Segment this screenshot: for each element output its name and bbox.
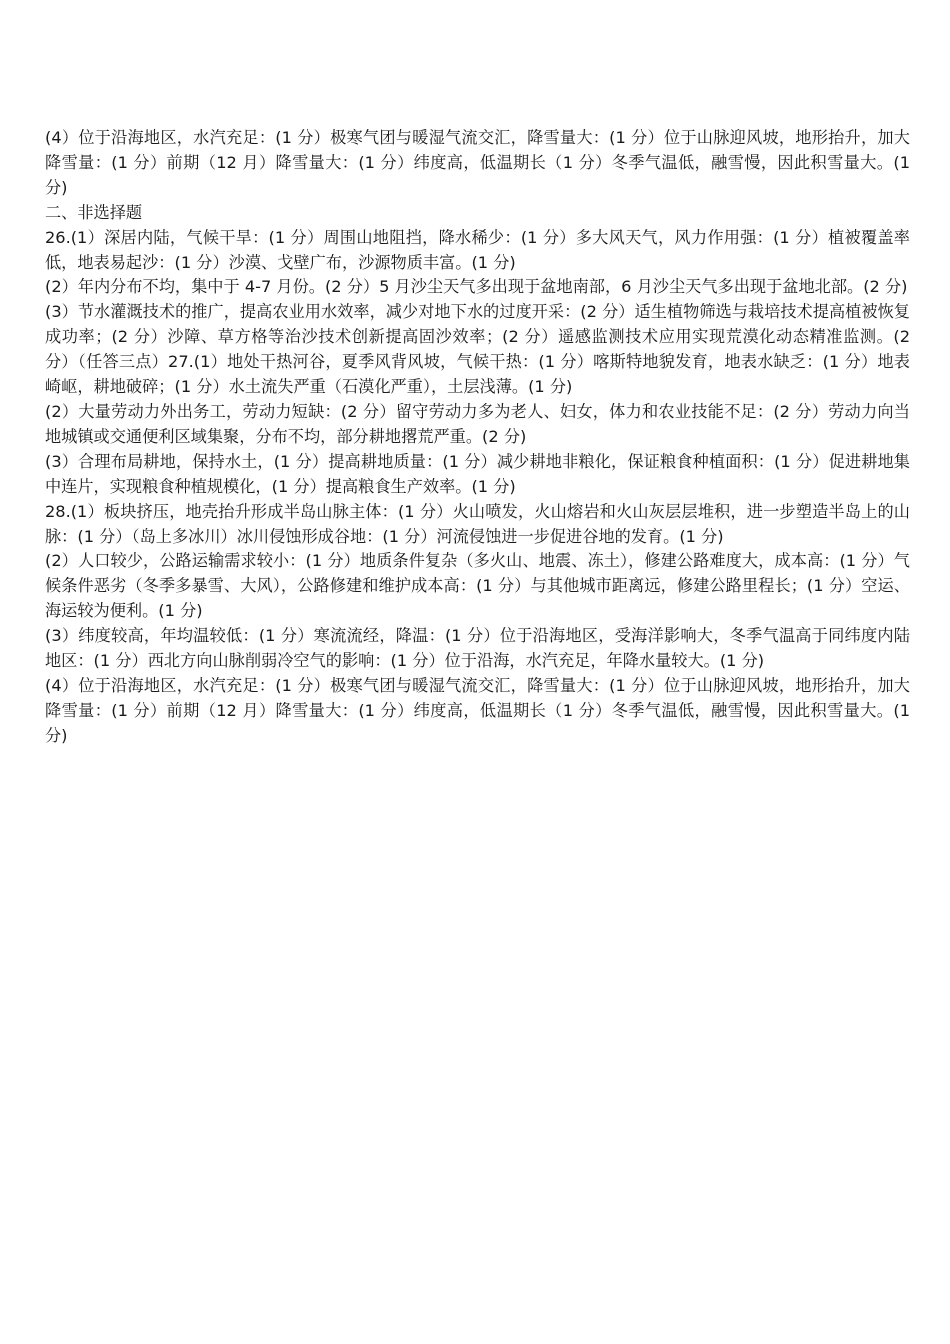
answer-document: [45, 126, 910, 749]
paragraph-q26-2: (2）年内分布不均，集中于 4-7 月份。(2 分）5 月沙尘天气多出现于盆地南部，6 月沙尘天气多出现于盆地北部。(2 分): [45, 277, 908, 297]
paragraph-q26-1: 26.(1）深居内陆，气候干旱：(1 分）周围山地阻挡，降水稀少：(1 分）多大风天气，风力作用强：(1 分）植被覆盖率低，地表易起沙：(1 分）沙漠、戈壁广布，沙源物质丰富。(1 分): [45, 227, 910, 272]
paragraph-q26-3-q27-1: (3）节水灌溉技术的推广，提高农业用水效率，减少对地下水的过度开采：(2 分）适生植物筛选与栽培技术提高植被恢复成功率；(2 分）沙障、草方格等治沙技术创新提高固沙效率；(2 分）遥感监测技术应用实现荒漠化动态精准监测。(2 分）（任答三点）27.(1）地处干热河谷，夏季风背风坡，气候干热：(1 分）喀斯特地貌发育，地表水缺乏：(1 分）地表崎岖，耕地破碎；(1 分）水土流失严重（石漠化严重），土层浅薄。(1 分): [45, 302, 910, 397]
paragraph-q25-4-repeat: (4）位于沿海地区，水汽充足：(1 分）极寒气团与暖湿气流交汇，降雪量大：(1 分）位于山脉迎风坡，地形抬升，加大降雪量：(1 分）前期（12 月）降雪量大：(1 分）纬度高，低温期长（1 分）冬季气温低，融雪慢，因此积雪量大。(1 分): [45, 128, 910, 197]
paragraph-q27-2: (2）大量劳动力外出务工，劳动力短缺：(2 分）留守劳动力多为老人、妇女，体力和农业技能不足：(2 分）劳动力向当地城镇或交通便利区域集聚，分布不均，部分耕地撂荒严重。(2 分): [45, 401, 910, 446]
paragraph-q27-3: (3）合理布局耕地，保持水土，(1 分）提高耕地质量：(1 分）减少耕地非粮化，保证粮食种植面积：(1 分）促进耕地集中连片，实现粮食种植规模化，(1 分）提高粮食生产效率。(1 分): [45, 451, 910, 496]
paragraph-q28-3: (3）纬度较高，年均温较低：(1 分）寒流流经，降温：(1 分）位于沿海地区，受海洋影响大，冬季气温高于同纬度内陆地区：(1 分）西北方向山脉削弱冷空气的影响：(1 分）位于沿海，水汽充足，年降水量较大。(1 分): [45, 626, 910, 671]
section-heading-non-choice: 二、非选择题: [45, 202, 143, 222]
paragraph-q28-2: (2）人口较少，公路运输需求较小：(1 分）地质条件复杂（多火山、地震、冻土），修建公路难度大，成本高：(1 分）气候条件恶劣（冬季多暴雪、大风），公路修建和维护成本高：(1 分）与其他城市距离远，修建公路里程长；(1 分）空运、海运较为便利。(1 分): [45, 551, 910, 621]
paragraph-q28-1: 28.(1）板块挤压，地壳抬升形成半岛山脉主体：(1 分）火山喷发，火山熔岩和火山灰层层堆积，进一步塑造半岛上的山脉：(1 分）（岛上多冰川）冰川侵蚀形成谷地：(1 分）河流侵蚀进一步促进谷地的发育。(1 分): [45, 501, 910, 546]
paragraph-q28-4: (4）位于沿海地区，水汽充足：(1 分）极寒气团与暖湿气流交汇，降雪量大：(1 分）位于山脉迎风坡，地形抬升，加大降雪量：(1 分）前期（12 月）降雪量大：(1 分）纬度高，低温期长（1 分）冬季气温低，融雪慢，因此积雪量大。(1 分): [45, 675, 910, 745]
